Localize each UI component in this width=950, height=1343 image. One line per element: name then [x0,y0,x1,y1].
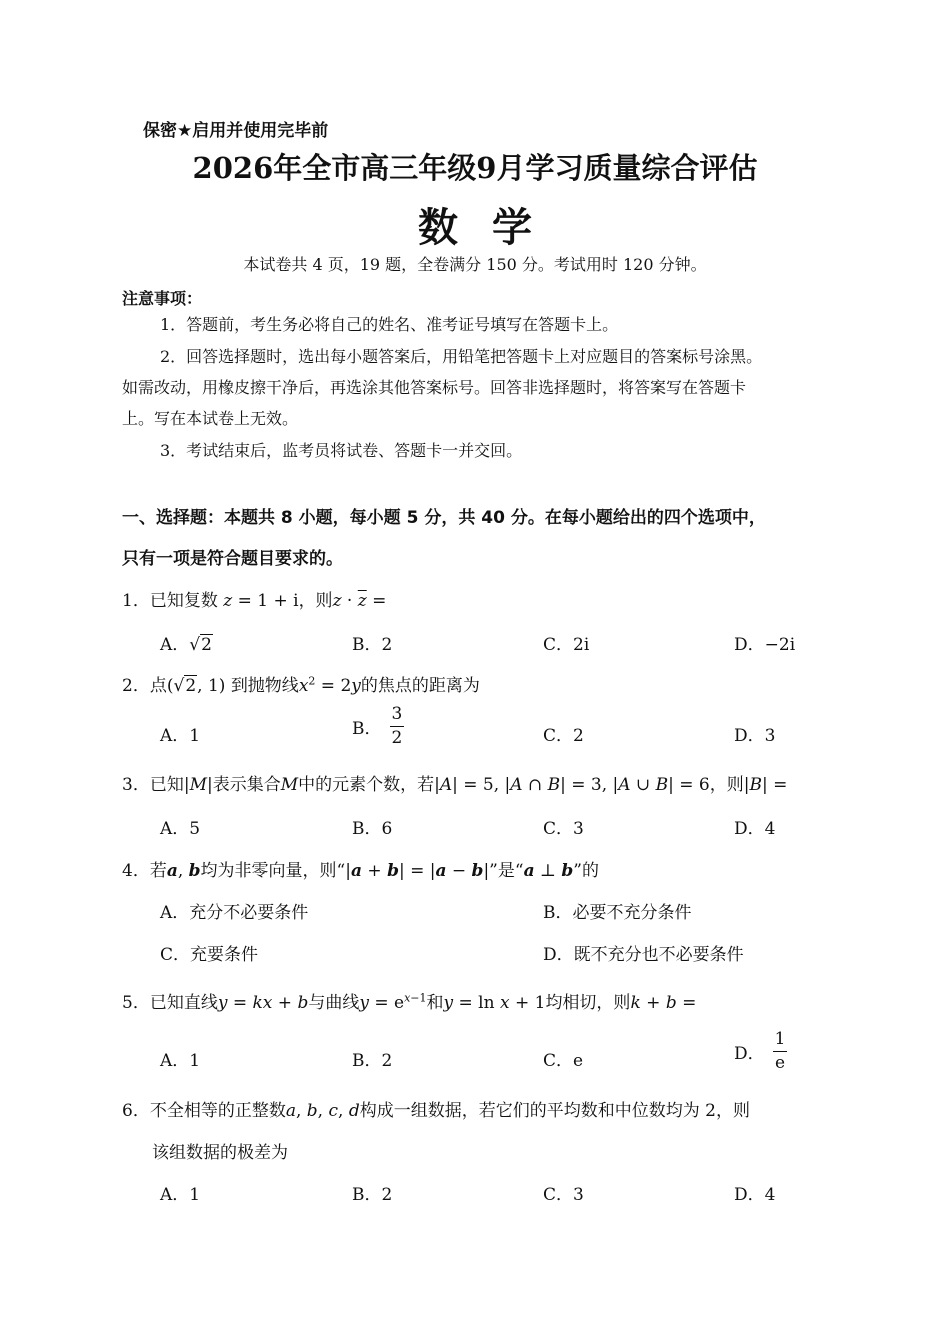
subject-title: 数学 [418,204,566,251]
question-6-option-b: B．2 [352,1185,393,1205]
question-5-option-d: D． $\frac{1}{e}$ [734,1029,786,1073]
exam-title: 2026年全市高三年级9月学习质量综合评估 [192,151,758,185]
question-6-stem-line-2: 该组数据的极差为 [152,1143,288,1163]
notice-item-2-line-3: 上。写在本试卷上无效。 [122,409,299,428]
notice-item-2-line-2: 如需改动，用橡皮擦干净后，再选涂其他答案标号。回答非选择题时，将答案写在答题卡 [122,378,747,397]
question-6-stem-line-1: 6．不全相等的正整数a, b, c, d构成一组数据，若它们的平均数和中位数均为 2，则 [122,1101,750,1121]
question-2-option-a: A．1 [160,726,201,746]
notice-item-1: 1．答题前，考生务必将自己的姓名、准考证号填写在答题卡上。 [160,315,619,334]
section-heading-line-2: 只有一项是符合题目要求的。 [122,549,343,569]
question-4-stem: 4．若a, b均为非零向量，则“|a + b| = |a − b|”是“a ⊥ b”的 [122,861,599,881]
confidential-label: 保密★启用并使用完毕前 [143,121,329,141]
question-6-option-a: A．1 [160,1185,201,1205]
question-6-option-d: D．4 [734,1185,776,1205]
question-6-option-c: C．3 [543,1185,584,1205]
question-2-stem: 2．点(√2, 1) 到抛物线$x^2 = 2y$的焦点的距离为 [122,674,480,696]
question-4-option-d: D．既不充分也不必要条件 [543,945,744,965]
question-1-option-c: C．2i [543,635,590,655]
question-4-option-b: B．必要不充分条件 [543,903,692,923]
question-5-option-a: A．1 [160,1051,201,1071]
question-3-option-b: B．6 [352,819,393,839]
question-3-option-c: C．3 [543,819,584,839]
question-4-option-c: C．充要条件 [160,945,259,965]
question-1-option-b: B．2 [352,635,393,655]
question-5-option-c: C．e [543,1051,584,1071]
question-2-option-b: B． $\frac{3}{2}$ [352,704,403,748]
question-3-option-a: A．5 [160,819,201,839]
exam-info: 本试卷共 4 页，19 题，全卷满分 150 分。考试用时 120 分钟。 [243,255,707,274]
question-1-option-d: D．−2i [734,635,796,655]
question-2-option-c: C．2 [543,726,584,746]
question-2-option-d: D．3 [734,726,776,746]
question-3-stem: 3．已知|M|表示集合M中的元素个数，若|A| = 5, |A ∩ B| = 3, |A ∪ B| = 6，则|B| = [122,775,788,795]
question-5-option-b: B．2 [352,1051,393,1071]
notice-item-2-line-1: 2．回答选择题时，选出每小题答案后，用铅笔把答题卡上对应题目的答案标号涂黑。 [160,347,763,366]
question-1-stem: 1．已知复数 z = 1 + i，则$z \cdot \overline{z}$ = [122,591,387,611]
question-3-option-d: D．4 [734,819,776,839]
question-4-option-a: A．充分不必要条件 [160,903,309,923]
question-5-stem: 5．已知直线y = kx + b与曲线$y = e^{x-1}$和y = ln x + 1均相切，则k + b = [122,991,697,1013]
section-heading-line-1: 一、选择题：本题共 8 小题，每小题 5 分，共 40 分。在每小题给出的四个选项中， [122,508,766,528]
notice-item-3: 3．考试结束后，监考员将试卷、答题卡一并交回。 [160,441,523,460]
notice-heading: 注意事项： [122,289,203,308]
question-1-option-a: A．√2 [160,635,212,655]
